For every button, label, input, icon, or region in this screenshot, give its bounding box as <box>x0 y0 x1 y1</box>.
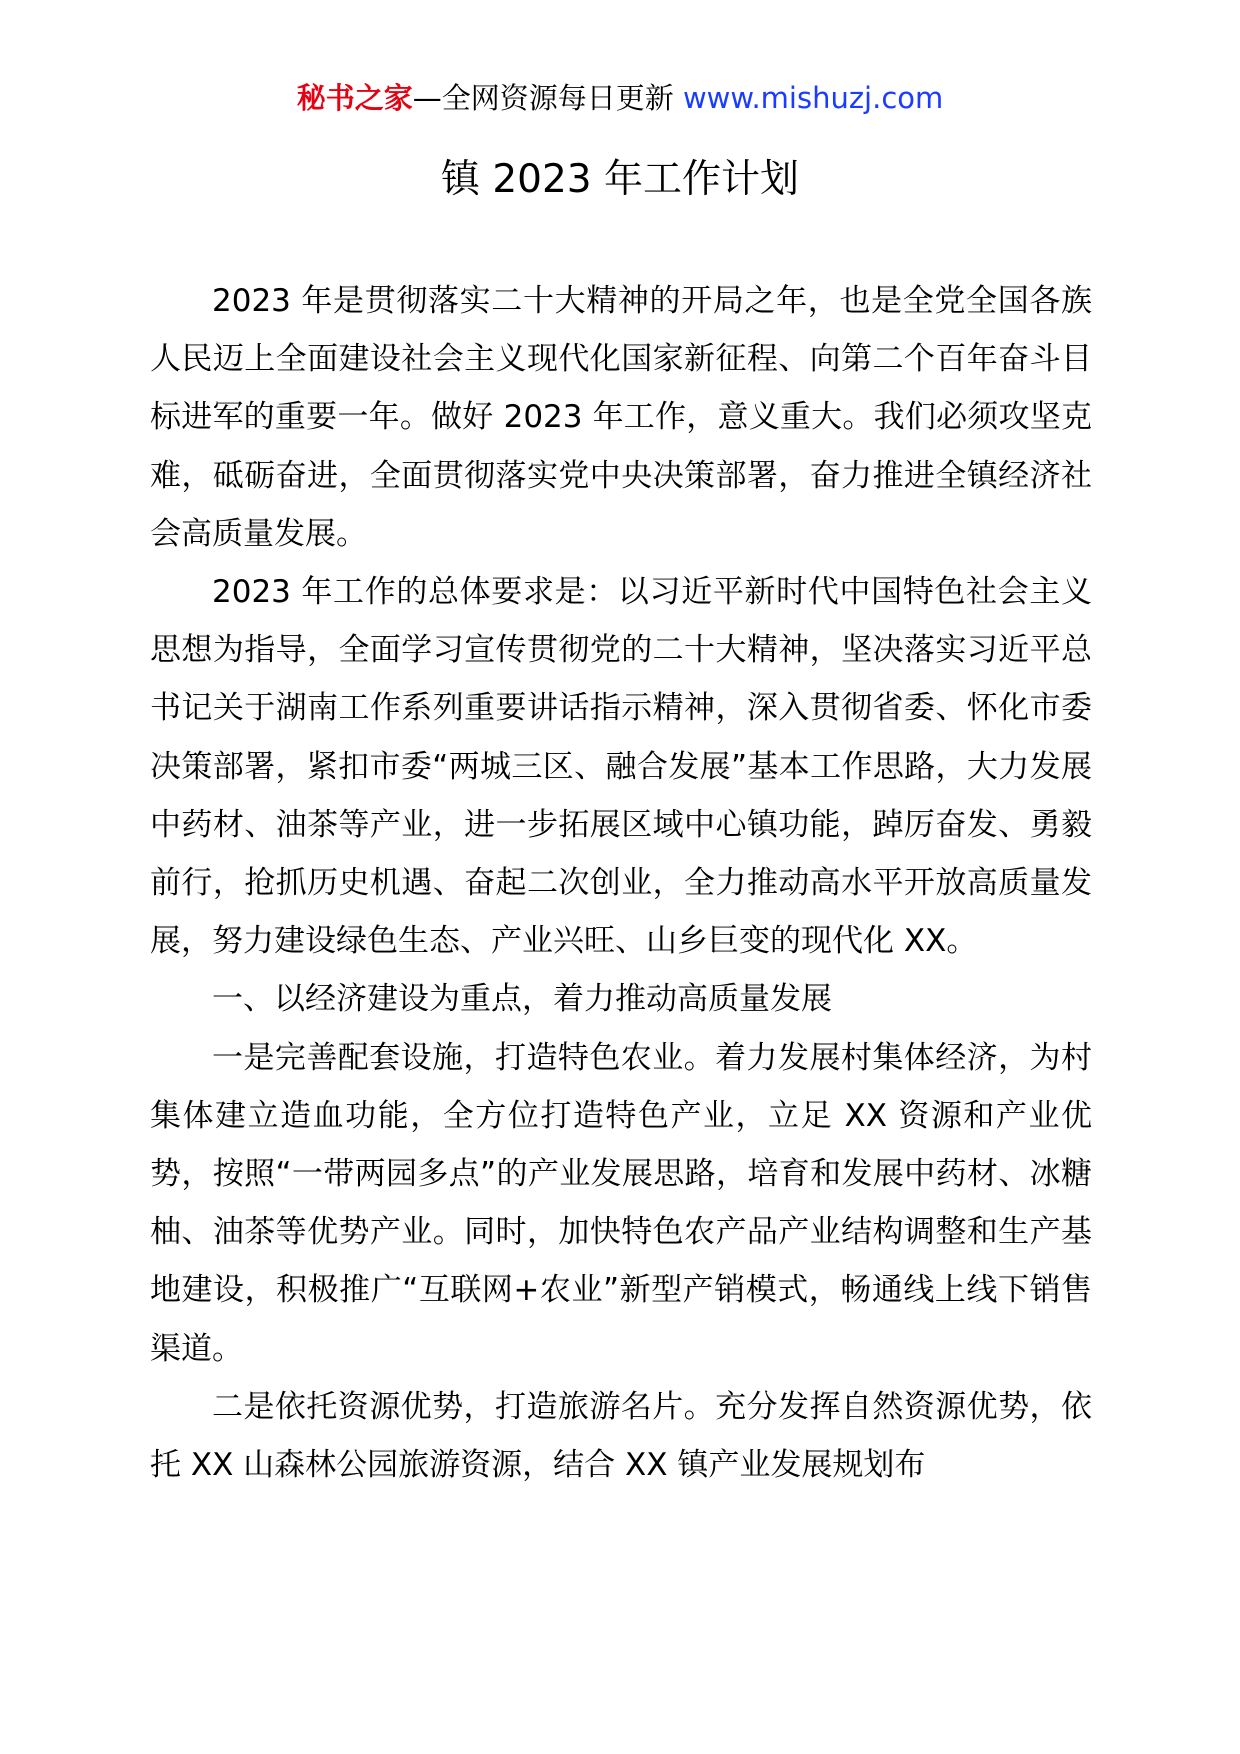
paragraph-agriculture: 一是完善配套设施，打造特色农业。着力发展村集体经济，为村集体建立造血功能，全方位打造特色产业，立足 XX 资源和产业优势，按照“一带两园多点”的产业发展思路，培育和发展中药材、冰糖柚、油茶等优势产业。同时，加快特色农产品产业结构调整和生产基地建设，积极推广“互联网+农业”新型产销模式，畅通线上线下销售渠道。 <box>150 1039 1092 1367</box>
site-tagline: —全网资源每日更新 <box>412 81 683 115</box>
site-brand: 秘书之家 <box>296 81 413 115</box>
document-title: 镇 2023 年工作计划 <box>440 157 800 202</box>
site-url-link[interactable]: www.mishuzj.com <box>682 81 944 115</box>
site-header <box>0 78 1240 118</box>
paragraph-intro: 2023 年是贯彻落实二十大精神的开局之年，也是全党全国各族人民迈上全面建设社会主义现代化国家新征程、向第二个百年奋斗目标进军的重要一年。做好 2023 年工作，意义重大。我们必须攻坚克难，砥砺奋进，全面贯彻落实党中央决策部署，奋力推进全镇经济社会高质量发展。 <box>150 283 1092 552</box>
section-heading-economy: 一、以经济建设为重点，着力推动高质量发展 <box>212 981 832 1018</box>
document-body <box>150 272 1092 1494</box>
paragraph-tourism: 二是依托资源优势，打造旅游名片。充分发挥自然资源优势，依托 XX 山森林公园旅游资源，结合 XX 镇产业发展规划布 <box>150 1388 1092 1484</box>
paragraph-general-requirements: 2023 年工作的总体要求是：以习近平新时代中国特色社会主义思想为指导，全面学习宣传贯彻党的二十大精神，坚决落实习近平总书记关于湖南工作系列重要讲话指示精神，深入贯彻省委、怀化市委决策部署，紧扣市委“两城三区、融合发展”基本工作思路，大力发展中药材、油茶等产业，进一步拓展区域中心镇功能，踔厉奋发、勇毅前行，抢抓历史机遇、奋起二次创业，全力推动高水平开放高质量发展，努力建设绿色生态、产业兴旺、山乡巨变的现代化 XX。 <box>150 574 1092 960</box>
